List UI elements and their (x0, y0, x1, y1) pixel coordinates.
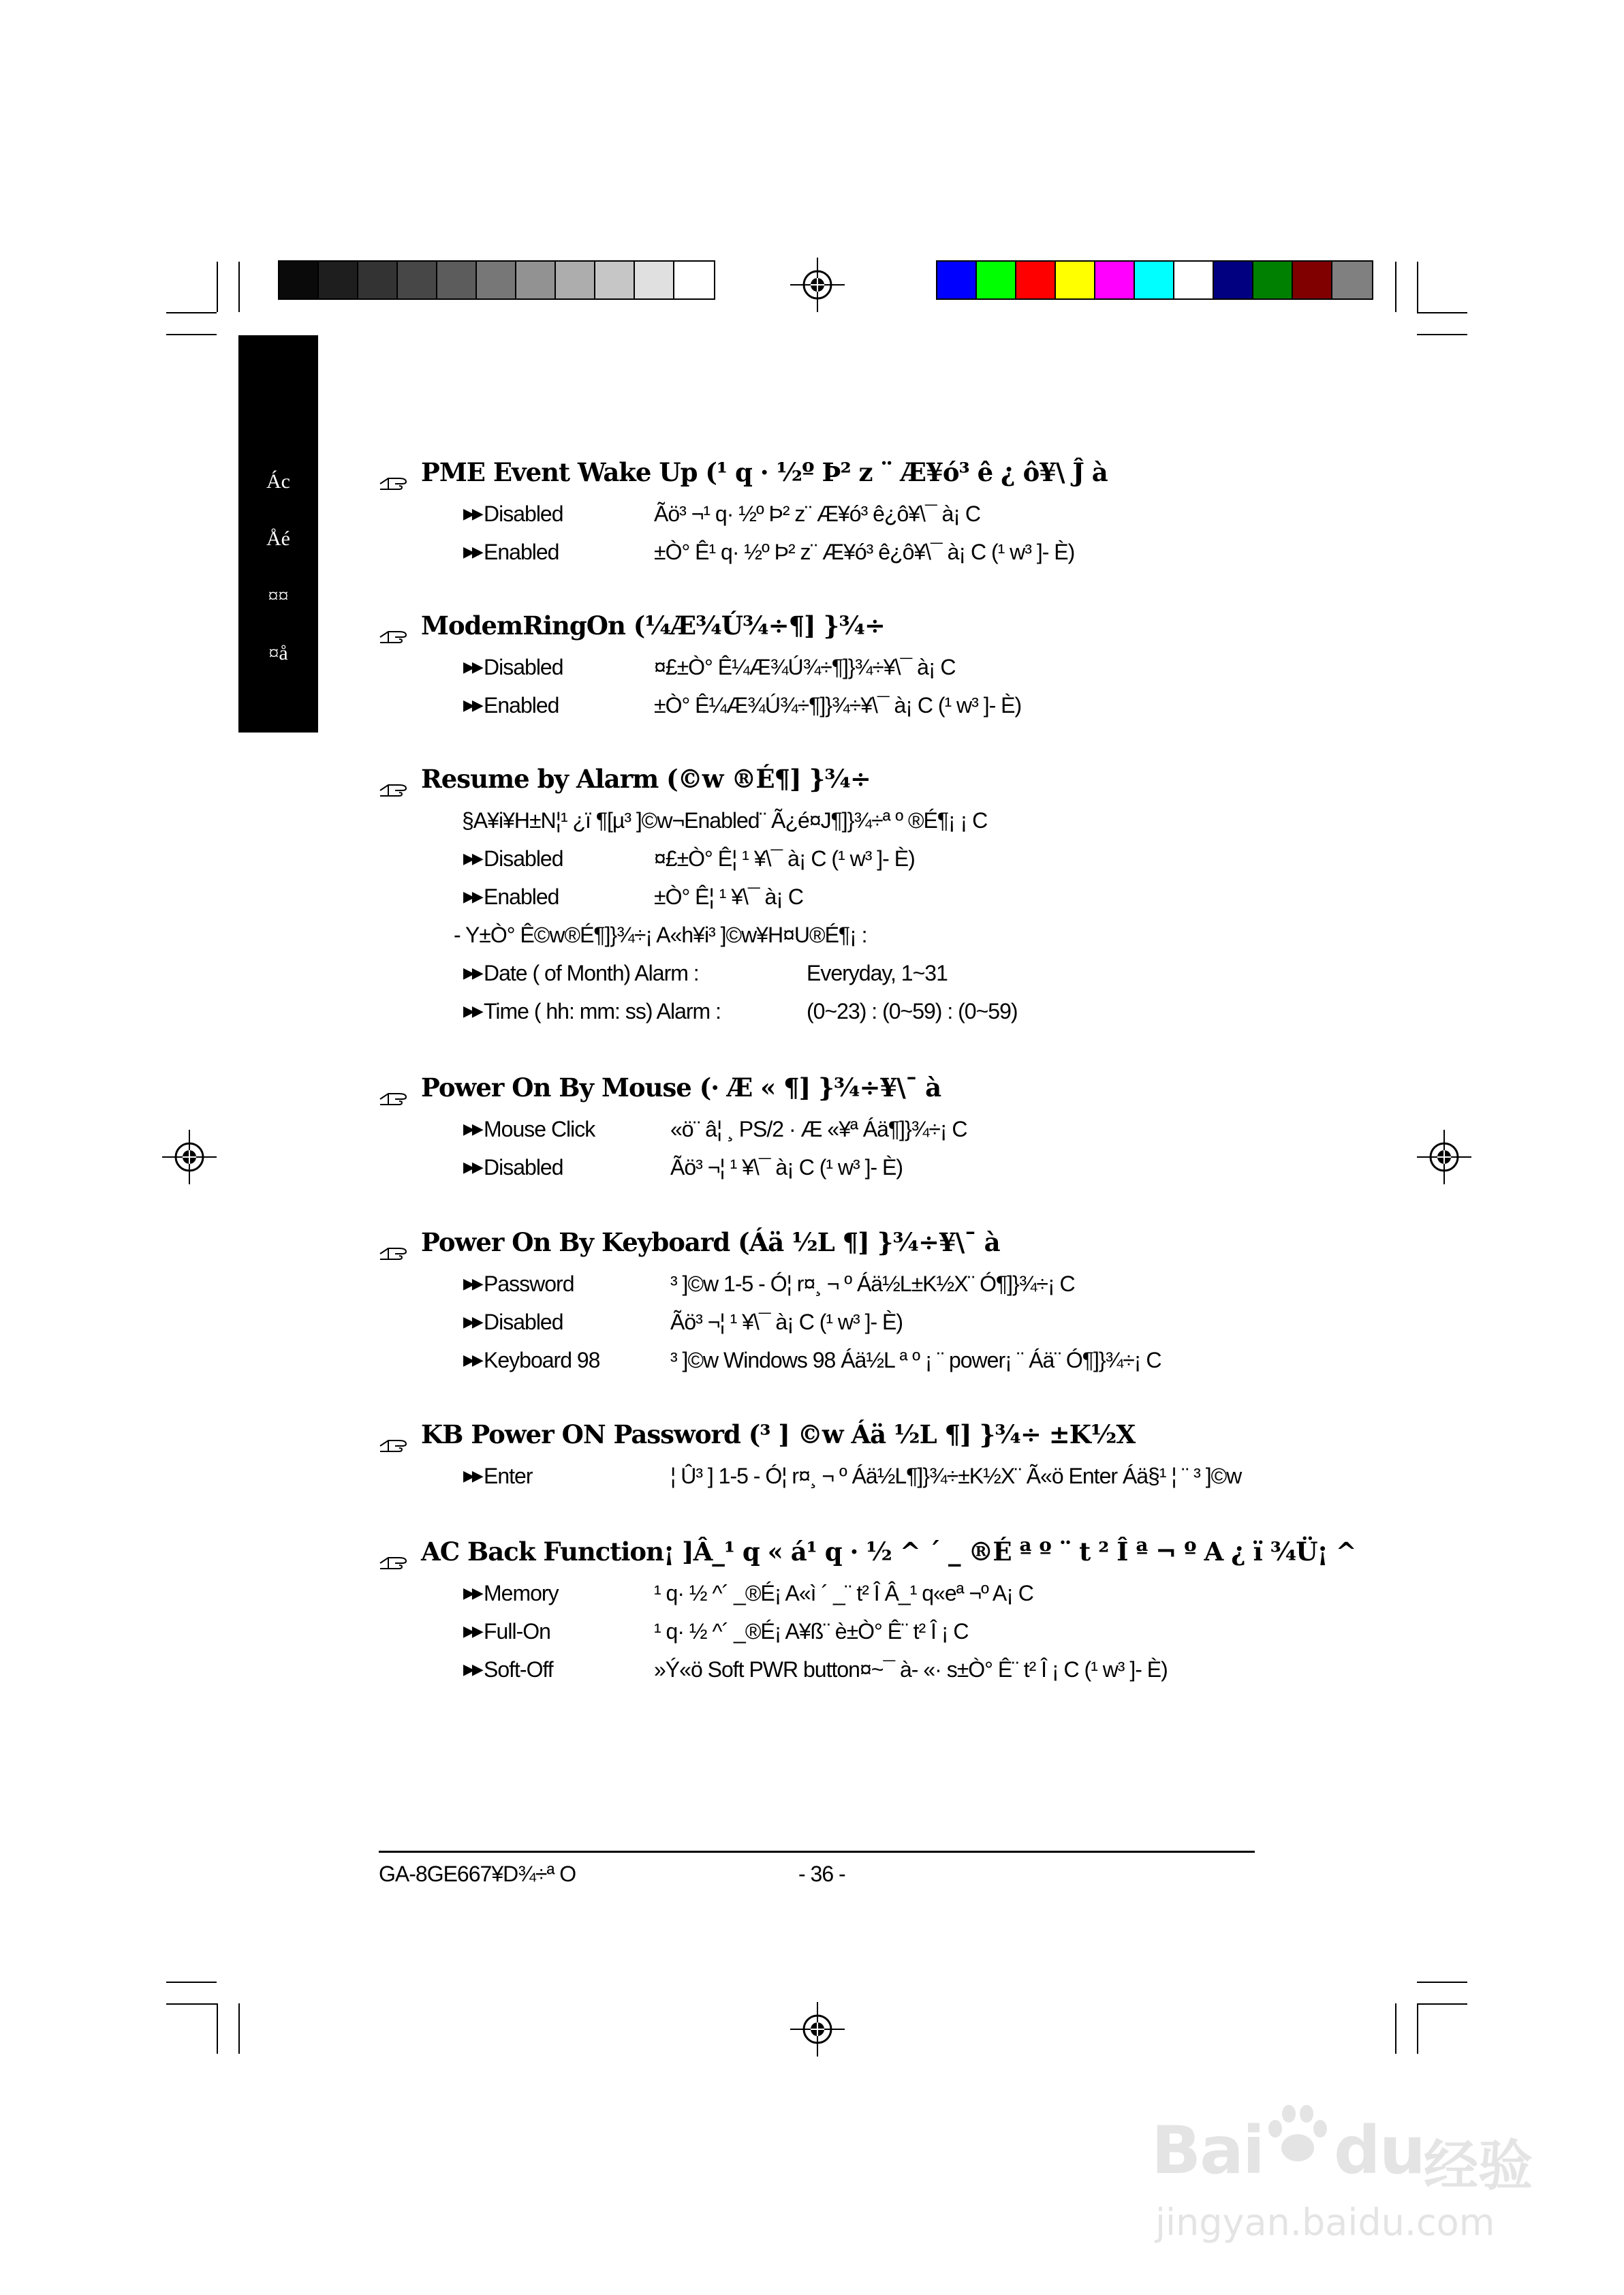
section-heading (379, 1529, 1356, 1574)
option-value-label: Disabled (484, 846, 563, 871)
pointing-hand-icon (379, 462, 407, 481)
double-triangle-bullet-icon: ▶▶ (463, 658, 481, 675)
pointing-hand-icon (379, 1424, 407, 1443)
option-value-row (379, 495, 1346, 533)
section-heading-text: Power On By Mouse (· Æ « ¶] }¾÷¥\¯ à (421, 1073, 941, 1103)
option-value-row (379, 1574, 1346, 1612)
crop-mark-bottom-right-h (1417, 1982, 1467, 1983)
crop-mark-bottom-left-h2 (166, 2003, 217, 2005)
option-value-label: Time ( hh: mm: ss) Alarm : (484, 999, 721, 1023)
grayscale-bar (278, 260, 715, 300)
watermark-url: jingyan.baidu.com (1155, 2201, 1495, 2244)
crop-mark-top-left-h (166, 312, 217, 313)
color-swatch (635, 262, 674, 298)
color-swatch (358, 262, 398, 298)
color-swatch (674, 262, 714, 298)
color-swatch (595, 262, 635, 298)
color-swatch (1095, 262, 1135, 298)
section-subnote: - Y±Ò° Ê©w®É¶]}¾÷¡ A«h¥i³ ]©w¥H¤U®É¶¡ : (454, 923, 867, 947)
crop-mark-top-left-h2 (166, 334, 217, 335)
pointing-hand-icon (379, 615, 407, 634)
registration-mark-right (1417, 1130, 1471, 1184)
color-swatch (1332, 262, 1372, 298)
color-swatch (279, 262, 319, 298)
crop-mark-bottom-right-h2 (1417, 2003, 1467, 2005)
option-value-description: Ãö³ ¬¦ ¹ ¥\¯ à¡ C (¹ w³ ]- È) (670, 1310, 903, 1334)
option-value-row (379, 1110, 1346, 1148)
option-value-row (379, 533, 1346, 571)
color-swatch (319, 262, 358, 298)
section-heading-text: Power On By Keyboard (Áä ½L ¶] }¾÷¥\¯ à (421, 1227, 1000, 1257)
double-triangle-bullet-icon: ▶▶ (463, 1584, 481, 1601)
double-triangle-bullet-icon: ▶▶ (463, 505, 481, 522)
section-heading (379, 603, 1346, 648)
baidu-watermark (1151, 2099, 1540, 2262)
double-triangle-bullet-icon: ▶▶ (463, 1120, 481, 1137)
option-value-description: ³ ]©w Windows 98 Áä½L ª º ¡ ¨ power¡ ¨ Áä¨ Ó¶]}¾÷¡ C (670, 1348, 1161, 1372)
pointing-hand-icon (379, 1541, 407, 1560)
option-value-label: Disabled (484, 1310, 563, 1334)
option-value-label: Mouse Click (484, 1117, 595, 1141)
footer-rule (379, 1851, 1255, 1853)
double-triangle-bullet-icon: ▶▶ (463, 696, 481, 713)
crop-mark-bottom-left-h (166, 1982, 217, 1983)
section-heading-text: PME Event Wake Up (¹ q · ½º Þ² z ¨ Æ¥ó³ ê ¿ ô¥\ Ĵ à (421, 457, 1108, 487)
side-tab-char-1: Ác (266, 470, 290, 493)
language-side-tab (238, 335, 318, 733)
color-swatch (437, 262, 477, 298)
color-swatch (1016, 262, 1056, 298)
double-triangle-bullet-icon: ▶▶ (463, 1622, 481, 1639)
color-swatch (477, 262, 516, 298)
bios-option-section (379, 603, 1346, 724)
side-tab-char-4: ¤å (268, 642, 288, 664)
double-triangle-bullet-icon: ▶▶ (463, 1467, 481, 1484)
section-heading-text: KB Power ON Password (³ ] ©w Áä ½L ¶] }¾÷ ±K½X (421, 1419, 1136, 1449)
watermark-brand-tail: du (1334, 2112, 1425, 2189)
option-value-description: »Ý«ö Soft PWR button¤~¯ à- «· s±Ò° Ê¨ t² Î ¡ C (¹ w³ ]- È) (654, 1657, 1168, 1682)
option-value-label: Disabled (484, 1155, 563, 1180)
crop-mark-bottom-left-v (217, 2003, 218, 2054)
crop-mark-bottom-right-v (1417, 2003, 1418, 2054)
option-value-description: «ö¨ â¦ ¸ PS/2 · Æ «¥ª Áä¶]}¾÷¡ C (670, 1117, 967, 1141)
option-value-label: Disabled (484, 502, 563, 526)
watermark-brand: Bai (1151, 2112, 1264, 2189)
bios-option-section (379, 756, 1346, 1030)
option-value-description: (0~23) : (0~59) : (0~59) (807, 999, 1018, 1023)
pointing-hand-icon (379, 1077, 407, 1096)
option-value-description: ¹ q· ½ ^´ _®É¡ A«ì ´ _¨ t² Î Â_¹ q«eª ¬º A¡ C (654, 1581, 1033, 1605)
option-value-row (379, 1457, 1346, 1495)
paw-print-icon (1260, 2099, 1335, 2174)
option-value-row (379, 878, 1346, 916)
option-value-description: ±Ò° Ê¦ ¹ ¥\¯ à¡ C (654, 884, 803, 909)
option-value-row (379, 1148, 1346, 1186)
crop-mark-bottom-right-v2 (1395, 2003, 1396, 2054)
option-value-label: Soft-Off (484, 1657, 553, 1682)
option-value-description: ¤£±Ò° Ê¦ ¹ ¥\¯ à¡ C (¹ w³ ]- È) (654, 846, 915, 871)
crop-mark-top-right-v2 (1395, 262, 1396, 312)
option-value-row (379, 1265, 1346, 1303)
color-swatch (977, 262, 1016, 298)
color-swatch (1214, 262, 1253, 298)
double-triangle-bullet-icon: ▶▶ (463, 964, 481, 981)
bios-option-section (379, 450, 1346, 571)
color-swatch (1056, 262, 1095, 298)
section-heading-text: AC Back Function¡ ]Â_¹ q « á¹ q · ½ ^ ´ _ ®É ª º ¨ t ² Î ª ¬ º A ¿ ï ¾Ü¡ ^ (421, 1537, 1356, 1567)
double-triangle-bullet-icon: ▶▶ (463, 1275, 481, 1292)
color-swatch (1293, 262, 1332, 298)
option-value-label: Disabled (484, 655, 563, 679)
double-triangle-bullet-icon: ▶▶ (463, 1002, 481, 1019)
section-note: §A¥i¥H±N¦¹ ¿ï ¶[µ³ ]©w¬Enabled¨ Ã¿é¤J¶]}¾÷ª º ®É¶¡ ¡ C (462, 808, 988, 833)
double-triangle-bullet-icon: ▶▶ (463, 888, 481, 905)
option-value-row (379, 1341, 1346, 1379)
option-value-description: Everyday, 1~31 (807, 961, 948, 985)
section-heading (379, 1220, 1346, 1265)
crop-mark-bottom-left-v2 (238, 2003, 240, 2054)
option-value-description: ¦ Û³ ] 1-5 - Ó¦ r¤¸ ¬ º Áä½L¶]}¾÷±K½X¨ Ã«ö Enter Áä§¹ ¦ ¨ ³ ]©w (670, 1464, 1242, 1488)
color-swatch (1174, 262, 1214, 298)
color-swatch (516, 262, 556, 298)
double-triangle-bullet-icon: ▶▶ (463, 1661, 481, 1678)
double-triangle-bullet-icon: ▶▶ (463, 1351, 481, 1368)
color-swatch (1135, 262, 1174, 298)
color-swatch (398, 262, 437, 298)
double-triangle-bullet-icon: ▶▶ (463, 1313, 481, 1330)
option-value-label: Enabled (484, 693, 559, 718)
option-value-label: Keyboard 98 (484, 1348, 600, 1372)
option-value-row (379, 648, 1346, 686)
section-heading-text: Resume by Alarm (©w ®É¶] }¾÷ (421, 764, 871, 794)
side-tab-char-2: Åé (266, 527, 290, 550)
crop-mark-top-right-v (1417, 262, 1418, 312)
registration-mark-left (162, 1130, 217, 1184)
pointing-hand-icon (379, 1232, 407, 1251)
watermark-chinese: 经验 (1424, 2134, 1533, 2198)
crop-mark-top-right-h (1417, 312, 1467, 313)
section-heading (379, 1412, 1346, 1457)
option-value-row (379, 992, 1346, 1030)
bios-option-section (379, 1529, 1356, 1689)
option-value-label: Enabled (484, 540, 559, 564)
option-value-label: Password (484, 1272, 574, 1296)
side-tab-char-3: ¤¤ (268, 585, 289, 607)
option-value-row (379, 954, 1346, 992)
color-swatch (937, 262, 977, 298)
option-value-row (379, 1612, 1346, 1650)
option-value-label: Enter (484, 1464, 533, 1488)
crop-mark-top-left-v2 (238, 262, 240, 312)
double-triangle-bullet-icon: ▶▶ (463, 1158, 481, 1175)
option-value-row (379, 1303, 1346, 1341)
option-value-label: Memory (484, 1581, 559, 1605)
option-value-row (379, 686, 1346, 724)
footer-model-name: GA-8GE667¥D¾÷ª O (379, 1862, 576, 1886)
color-bar (936, 260, 1373, 300)
registration-mark-bottom (790, 2002, 845, 2057)
page-number: - 36 - (798, 1862, 845, 1886)
option-value-description: ±Ò° Ê¹ q· ½º Þ² z¨ Æ¥ó³ ê¿ô¥\¯ à¡ C (¹ w³ ]- È) (654, 540, 1075, 564)
section-heading (379, 450, 1346, 495)
option-value-row (379, 1650, 1346, 1689)
section-heading (379, 1065, 1346, 1110)
option-value-label: Enabled (484, 884, 559, 909)
pointing-hand-icon (379, 769, 407, 788)
bios-option-section (379, 1220, 1346, 1379)
option-value-description: Ãö³ ¬¦ ¹ ¥\¯ à¡ C (¹ w³ ]- È) (670, 1155, 903, 1180)
double-triangle-bullet-icon: ▶▶ (463, 543, 481, 560)
option-value-description: ¹ q· ½ ^´ _®É¡ A¥ß¨ è±Ò° Ê¨ t² Î ¡ C (654, 1619, 969, 1644)
option-value-description: ±Ò° Ê¼Æ¾Ú¾÷¶]}¾÷¥\¯ à¡ C (¹ w³ ]- È) (654, 693, 1022, 718)
option-value-description: Ãö³ ¬¹ q· ½º Þ² z¨ Æ¥ó³ ê¿ô¥\¯ à¡ C (654, 502, 980, 526)
crop-mark-top-left-v (217, 262, 218, 312)
color-swatch (556, 262, 595, 298)
double-triangle-bullet-icon: ▶▶ (463, 850, 481, 867)
section-heading (379, 756, 1346, 801)
option-value-label: Date ( of Month) Alarm : (484, 961, 699, 985)
bios-option-section (379, 1065, 1346, 1186)
option-value-description: ³ ]©w 1-5 - Ó¦ r¤¸ ¬ º Áä½L±K½X¨ Ó¶]}¾÷¡ C (670, 1272, 1075, 1296)
crop-mark-top-right-h2 (1417, 334, 1467, 335)
option-value-label: Full-On (484, 1619, 550, 1644)
bios-option-section (379, 1412, 1346, 1495)
color-swatch (1253, 262, 1293, 298)
section-heading-text: ModemRingOn (¼Æ¾Ú¾÷¶] }¾÷ (421, 611, 885, 641)
option-value-row (379, 840, 1346, 878)
registration-mark-top (790, 258, 845, 312)
option-value-description: ¤£±Ò° Ê¼Æ¾Ú¾÷¶]}¾÷¥\¯ à¡ C (654, 655, 956, 679)
